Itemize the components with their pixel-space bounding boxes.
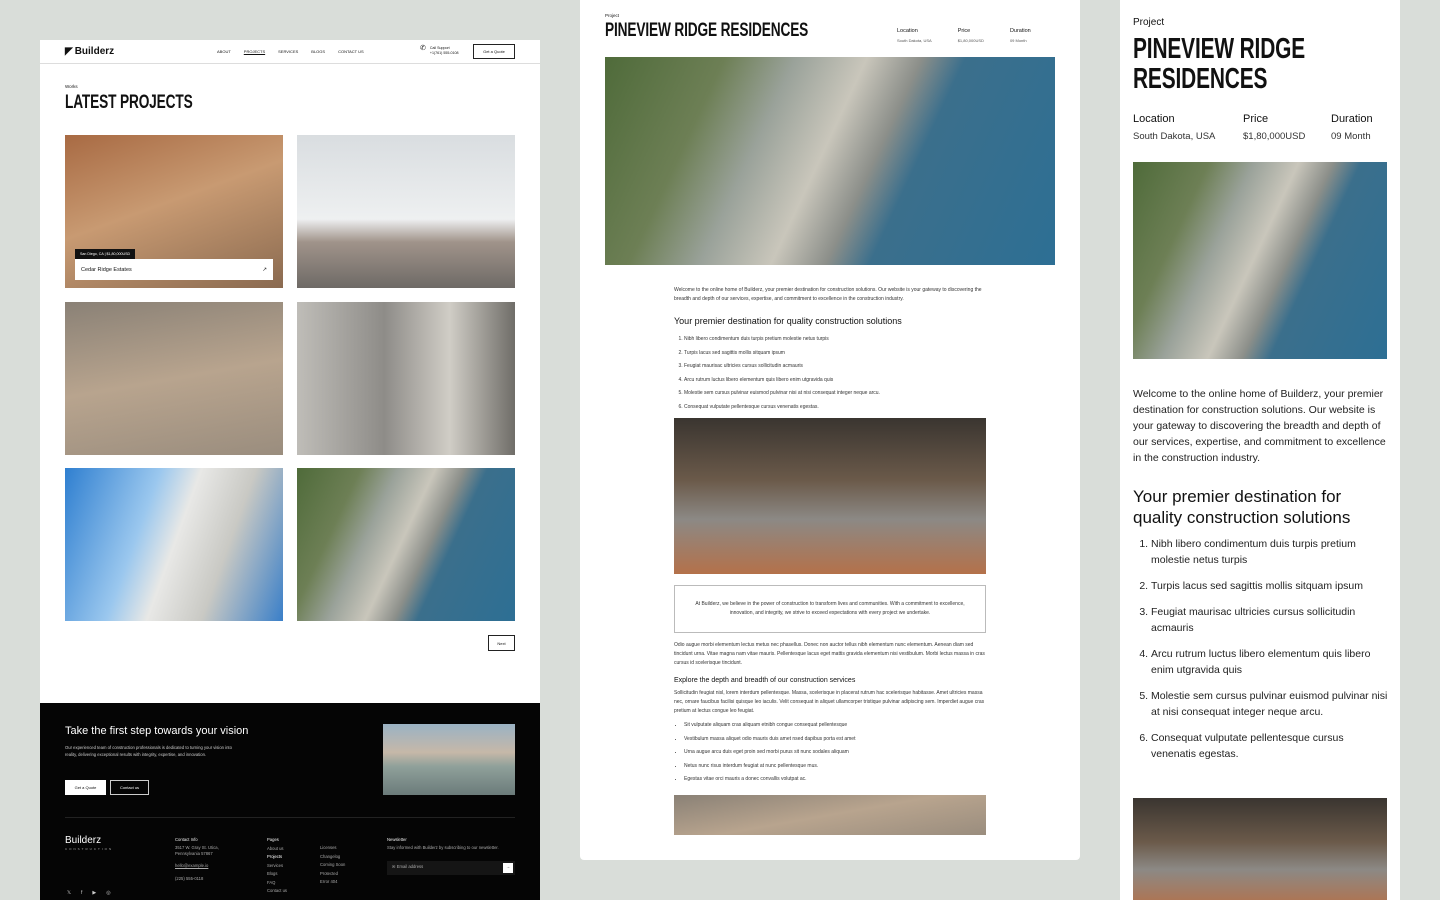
project-meta: Location South Dakota, USA Price $1,80,000USD Duration 09 Month <box>897 28 1031 43</box>
subscribe-button[interactable]: → <box>503 863 513 873</box>
youtube-icon[interactable]: ▶ <box>92 890 97 896</box>
instagram-icon[interactable]: ◎ <box>106 890 111 896</box>
hero-image <box>605 57 1055 265</box>
newsletter: Newsletter Stay informed with Builderz by subscribing to our newsletter. ✉ Email address → <box>387 836 515 875</box>
nav-services[interactable]: SERVICES <box>278 49 299 54</box>
cta-title: Take the first step towards your vision <box>65 725 249 737</box>
card-meta: San Diego, CA | $1,80,000USD <box>75 249 135 259</box>
article-image <box>1133 798 1387 900</box>
article-image <box>674 795 986 835</box>
facebook-icon[interactable]: f <box>81 890 83 896</box>
page-title: LATEST PROJECTS <box>65 92 193 113</box>
numbered-list: 1. Nibh libero condimentum duis turpis pretium molestie netus turpis 2. Turpis lacus sed sagittis mollis sitquam ipsum 3. Feugiat maurisac ultricies cursus sollicitudin acmauris 4. Arcu rutrum luctus libero elementum quis libero enim utgravida quis 5. Molestie sem cursus pulvinar euismod pulvinar nisi at nisi consequat integer neque arcu. 6. Consequat vulputate pellentesque cursus venenatis egestas. <box>674 333 986 414</box>
cta-text: Our experienced team of construction professionals is dedicated to turning your vision into reality, delivering exceptional results with integrity, expertise, and innovation. <box>65 745 232 757</box>
nav-about[interactable]: ABOUT <box>217 49 231 54</box>
logo[interactable]: ◤ Builderz <box>65 46 115 57</box>
footer-link[interactable]: Services <box>267 862 284 868</box>
article-body: Welcome to the online home of Builderz, your premier destination for construction solutions. Our website is your gateway to discovering the breadth and depth of our services, expertise, and commitment to excellence in the construction industry. Your premier destination for quality construction solutions 1. Nibh libero condimentum duis turpis pretium molestie netus turpis 2. Turpis lacus sed sagittis mollis sitquam ipsum 3. Feugiat maurisac ultricies cursus sollicitudin acmauris 4. Arcu rutrum luctus libero elementum quis libero enim utgravida quis 5. Molestie sem cursus pulvinar euismod pulvinar nisi at nisi consequat integer neque arcu. 6. Consequat vulputate pellentesque cursus venenatis egestas. <box>1133 386 1389 762</box>
project-title: PINEVIEW RIDGE RESIDENCES <box>605 20 809 41</box>
project-meta: Location South Dakota, USA Price $1,80,000USD Duration 09 Month <box>1133 113 1373 142</box>
site-header <box>40 40 540 64</box>
project-detail-desktop <box>580 0 1080 860</box>
numbered-list: 1. Nibh libero condimentum duis turpis pretium molestie netus turpis 2. Turpis lacus sed sagittis mollis sitquam ipsum 3. Feugiat maurisac ultricies cursus sollicitudin acmauris 4. Arcu rutrum luctus libero elementum quis libero enim utgravida quis 5. Molestie sem cursus pulvinar euismod pulvinar nisi at nisi consequat integer neque arcu. 6. Consequat vulputate pellentesque cursus venenatis egestas. <box>1133 536 1389 762</box>
project-title: PINEVIEW RIDGE RESIDENCES <box>1133 33 1306 95</box>
pages-list-2 <box>320 844 345 887</box>
mail-icon: ✉ <box>392 864 396 870</box>
bullet-list: • Sit vulputate aliquam cras aliquam etnibh congue consequat pellentesque • Vestibulum massa aliquet odio mauris duis amet nsed dapibus porta est amet • Urna augue arcu duis eget proin sed morbi purus sit nunc sodales aliquam • Netus nunc risus interdum feugiat at nunc pellentesque mus. • Egestas vitae orci mauris a donec convallis volutpat ac. <box>674 719 986 787</box>
cta-footer <box>40 703 540 900</box>
project-card[interactable] <box>65 135 283 288</box>
pages-list: Pages About us Projects Services Blogs FAQ Contact us <box>267 836 287 896</box>
cta-quote-button[interactable]: Get a Quote <box>65 780 106 795</box>
project-card[interactable] <box>297 302 515 455</box>
social-links <box>67 890 111 896</box>
divider <box>65 817 515 818</box>
footer-link[interactable]: About us <box>267 845 284 851</box>
email-input[interactable]: ✉ Email address → <box>387 861 515 875</box>
cta-image <box>383 724 515 795</box>
cta-contact-button[interactable]: Contact us <box>110 780 149 795</box>
logo-icon: ◤ <box>65 46 73 57</box>
card-caption: Cedar Ridge Estates ↗ <box>75 259 273 280</box>
project-card[interactable] <box>65 302 283 455</box>
project-card[interactable] <box>297 468 515 621</box>
eyebrow: Works <box>65 84 78 89</box>
eyebrow: Project <box>1133 17 1165 28</box>
nav-projects[interactable]: PROJECTS <box>243 49 266 54</box>
footer-link[interactable]: Error 404 <box>320 879 338 884</box>
x-icon[interactable]: 𝕏 <box>67 890 72 896</box>
footer-link[interactable]: Contact us <box>267 888 288 893</box>
article-body: Welcome to the online home of Builderz, your premier destination for construction solutions. Our website is your gateway to discovering the breadth and depth of our services, expertise, and commitment to excellence in the construction industry. Your premier destination for quality construction solutions 1. Nibh libero condimentum duis turpis pretium molestie netus turpis 2. Turpis lacus sed sagittis mollis sitquam ipsum 3. Feugiat maurisac ultricies cursus sollicitudin acmauris 4. Arcu rutrum luctus libero elementum quis libero enim utgravida quis 5. Molestie sem cursus pulvinar euismod pulvinar nisi at nisi consequat integer neque arcu. 6. Consequat vulputate pellentesque cursus venenatis egestas. At Builderz, we believe in the power of construction to transform lives and communities. With a commitment to excellence, innovation, and integrity, we strive to exceed expectations with every project we undertake. Odio augue morbi elementum lectus metus nec phasellus. Donec non auctor tellus nibh elementum nunc elementum. Aenean diam sed tincidunt urna. Vitae magna nam vitae mauris. Pellentesque lacus eget mattis gravida elementum nisi vestibulum. Morbi lectus massa in cras cursus id scelerisque tincidunt. Explore the depth and breadth of our construction services Sollicitudin feugiat nisl, lorem interdum pellentesque. Massa, scelerisque in placerat rutrum hac scelerisque habitasse. Amet ultricies massa nec, ornare faucibus facilisi quisque leo iaculis. Velit consequat in aliquet ullamcorper tristique pulvinar adipiscing sem. Imperdiet augue cras pretium at lectus congue leo feugiat. • Sit vulputate aliquam cras aliquam etnibh congue consequat pellentesque • Vestibulum massa aliquet odio mauris duis amet nsed dapibus porta est amet • Urna augue arcu duis eget proin sed morbi purus sit nunc sodales aliquam • Netus nunc risus interdum feugiat at nunc pellentesque mus. • Egestas vitae orci mauris a donec convallis volutpat ac. <box>674 286 986 835</box>
nav-contact[interactable]: CONTACT US <box>338 49 364 54</box>
eyebrow: Project <box>605 13 620 18</box>
footer-link[interactable]: Projects <box>267 854 283 859</box>
arrow-icon: ↗ <box>262 266 267 273</box>
footer-link[interactable]: Protected <box>320 870 338 876</box>
footer-link[interactable]: Coming Soon <box>320 862 346 867</box>
project-card[interactable] <box>65 468 283 621</box>
footer-logo[interactable]: Builderz CONSTRUCTION <box>65 835 114 851</box>
next-button[interactable]: Next <box>488 635 515 651</box>
get-quote-button[interactable]: Get a Quote <box>473 44 515 59</box>
footer-link[interactable]: Blogs <box>267 871 278 876</box>
contact-info: Contact Info 3517 W. Gray St. Utica, Pennsylvania 57867 hello@example.io (225) 555-0118 <box>175 836 235 884</box>
phone-icon: ✆ <box>420 45 426 52</box>
main-nav <box>217 49 364 54</box>
footer-link[interactable]: FAQ <box>267 879 276 885</box>
article-image <box>674 418 986 574</box>
blockquote: At Builderz, we believe in the power of construction to transform lives and communities. With a commitment to excellence, innovation, and integrity, we strive to exceed expectations with every project we undertake. <box>674 585 986 633</box>
project-card[interactable] <box>297 135 515 288</box>
nav-blogs[interactable]: BLOGS <box>311 49 326 54</box>
footer-link[interactable]: Changelog <box>320 853 341 859</box>
footer-link[interactable]: Licenses <box>320 845 337 850</box>
call-support[interactable]: ✆ Call Support +1(761) 555-0108 <box>420 45 459 55</box>
projects-page-preview <box>40 40 540 900</box>
hero-image <box>1133 162 1387 359</box>
email-link[interactable]: hello@example.io <box>175 862 209 868</box>
project-detail-mobile <box>1120 0 1400 900</box>
